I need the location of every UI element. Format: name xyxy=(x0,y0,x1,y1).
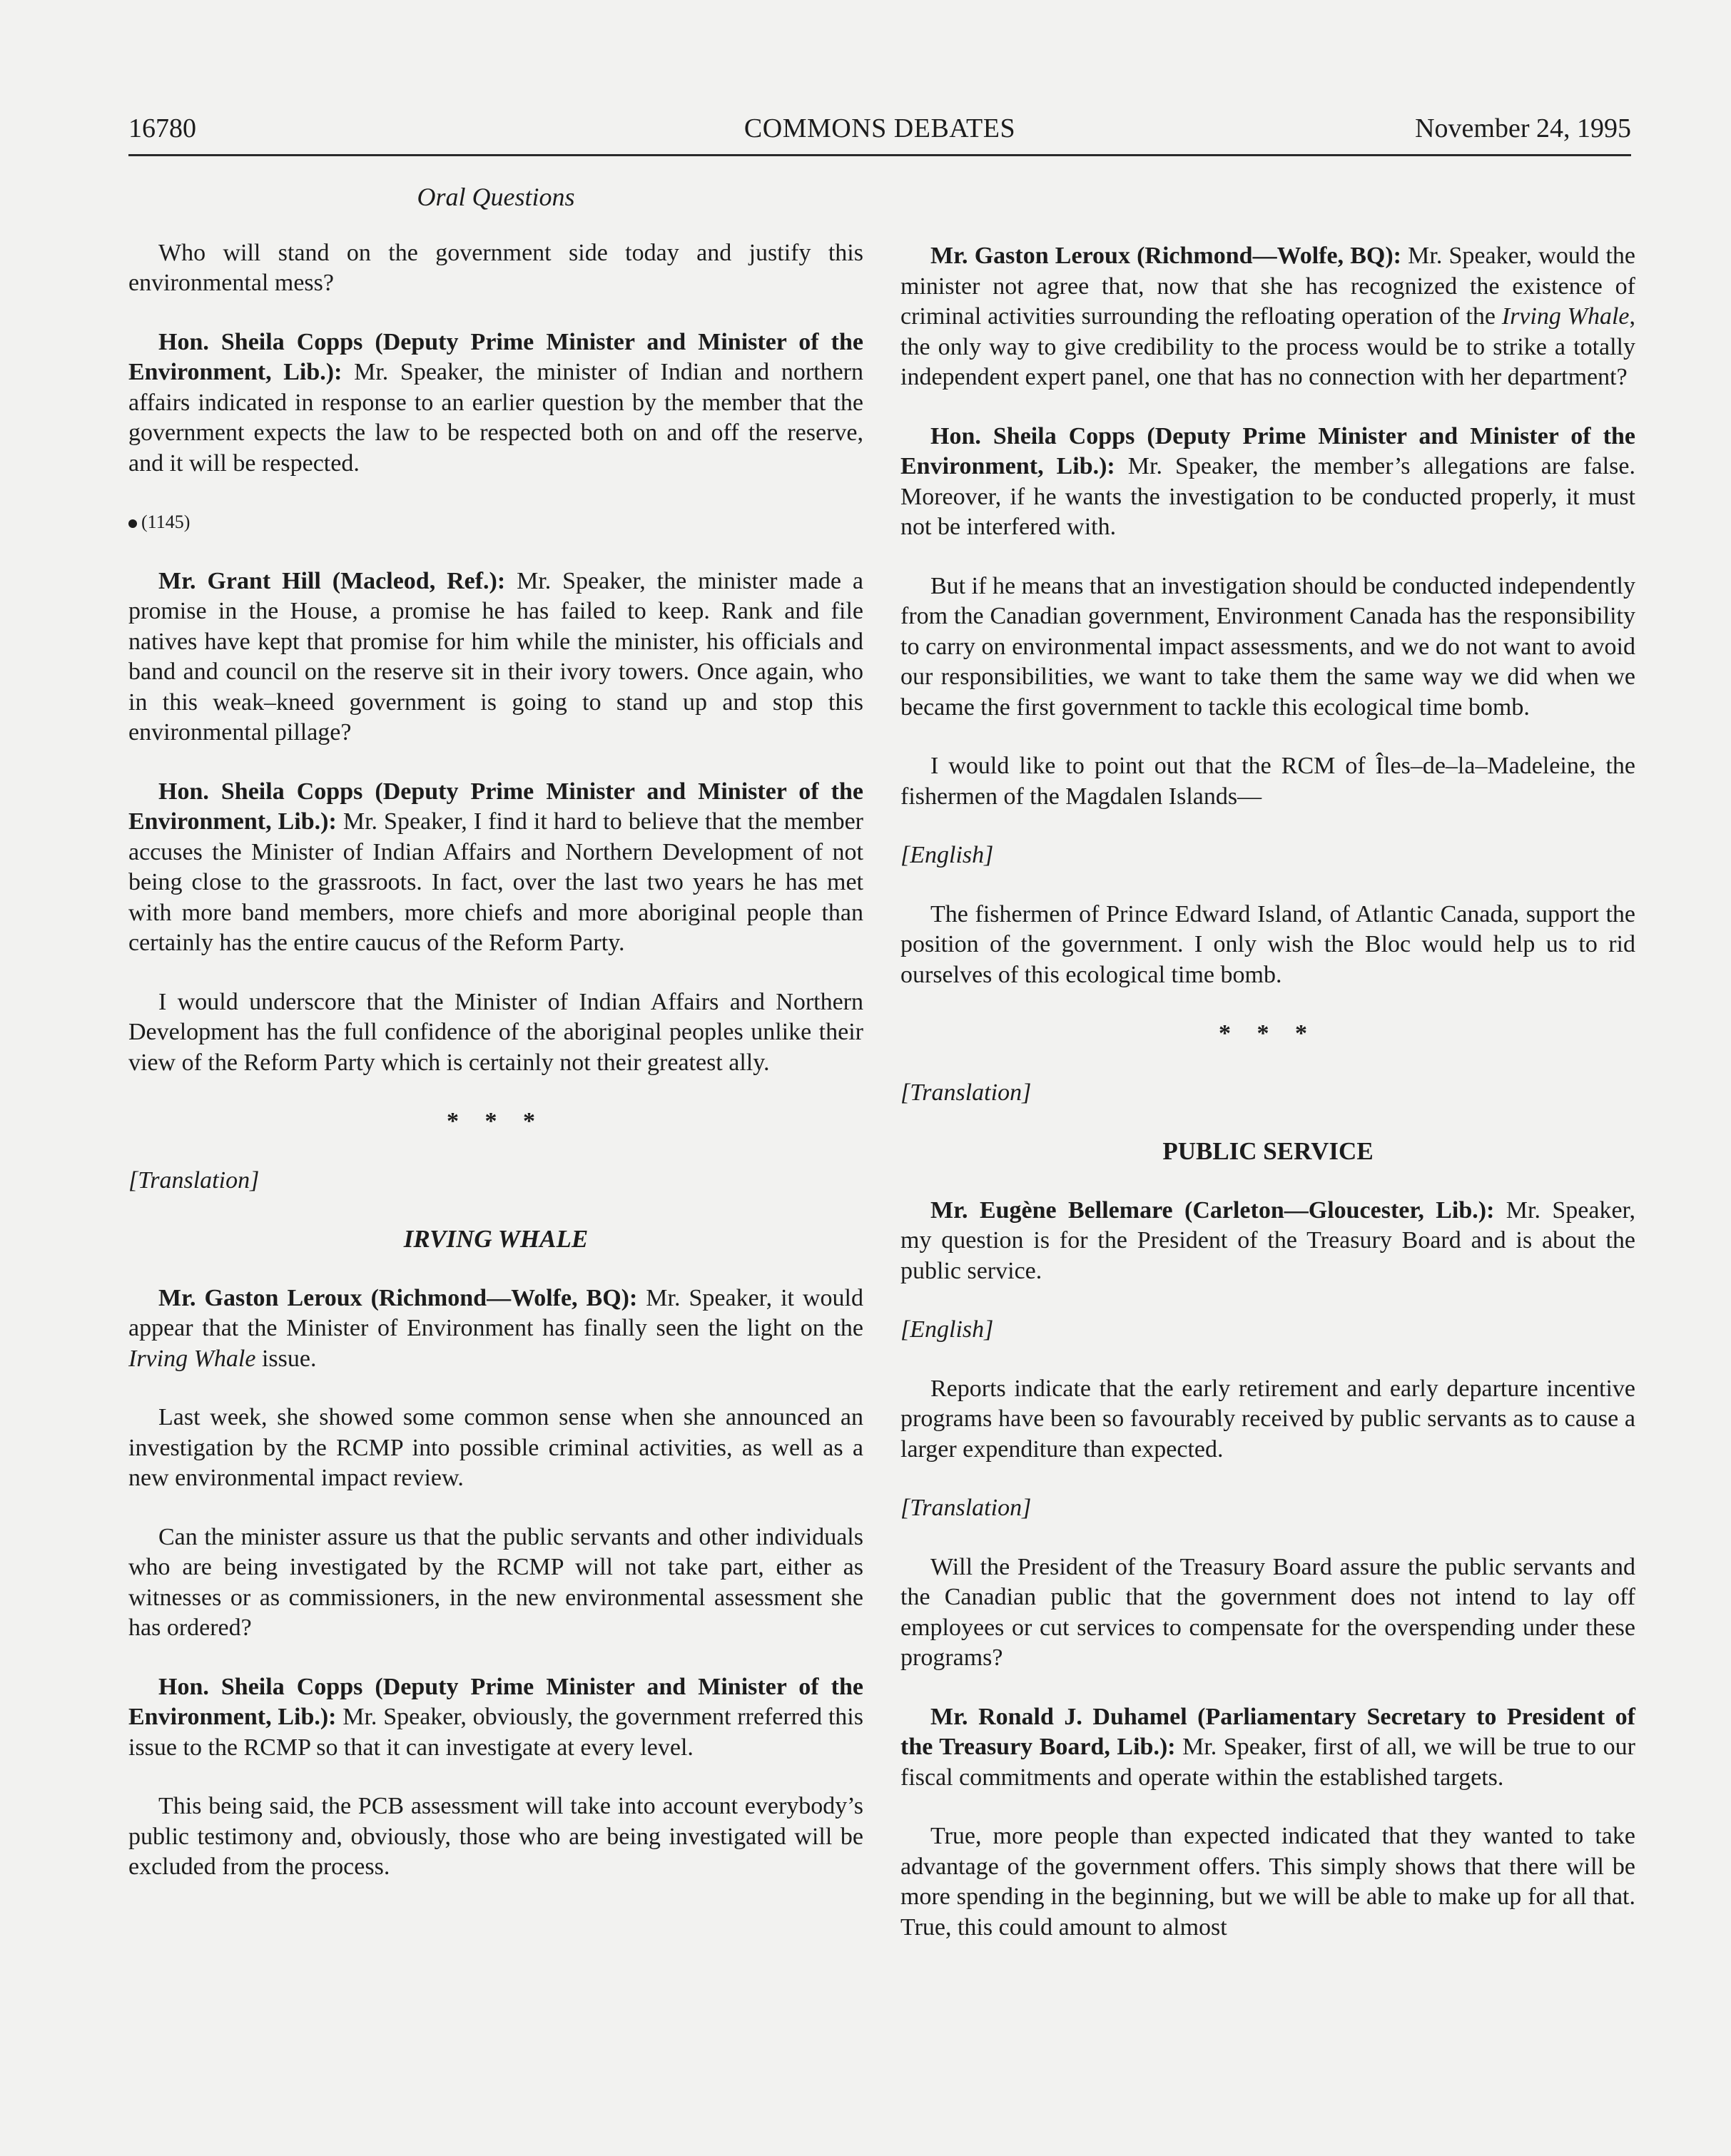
speaker-name: Hon. Sheila Copps (Deputy Prime Minister and Minister of the Environment, Lib.): xyxy=(128,1673,863,1730)
speaker-name: Mr. Gaston Leroux (Richmond—Wolfe, BQ): xyxy=(930,243,1401,269)
paragraph-text: Last week, she showed some common sense when she announced an investigation by the RCMP into possible criminal activities, as well as a new environmental impact review. xyxy=(128,1404,863,1491)
paragraph xyxy=(128,1522,863,1644)
time-marker xyxy=(128,507,863,538)
translation-note: [Translation] xyxy=(900,1079,1032,1106)
bullet-icon xyxy=(128,519,137,528)
paragraph-text: True, more people than expected indicated that they wanted to take advantage of the government offers. This simply shows that there will be more spending in the beginning, but we will be able to make up for all that. True, this could amount to almost xyxy=(900,1823,1635,1941)
speech-text: Mr. Speaker, first of all, we will be true to our fiscal commitments and operate within the established targets. xyxy=(900,1734,1635,1791)
time-marker-text: (1145) xyxy=(141,512,191,532)
speech-text: Mr. Speaker, would the minister not agree that, now that she has recognized the existence of criminal activities surrounding the refloating operation of the xyxy=(900,243,1636,330)
speech-text: Mr. Speaker, the minister made a promise in the House, a promise he has failed to keep. Rank and file natives have kept that promise for him while the minister, his officials and band and council on the reserve sit in their ivory towers. Once again, who in this weak–kneed government is going to stand up and stop this environmental pillage? xyxy=(128,567,863,746)
paragraph xyxy=(900,900,1635,991)
paragraph-text: I would like to point out that the RCM of Îles–de–la–Madeleine, the fishermen of the Magdalen Islands— xyxy=(900,753,1635,810)
translation-note: [Translation] xyxy=(128,1166,260,1194)
publication-date: November 24, 1995 xyxy=(1415,113,1631,143)
paragraph-text: Will the President of the Treasury Board assure the public servants and the Canadian public that the government does not intend to lay off employees or cut services to compensate for the overspending under these programs? xyxy=(900,1553,1635,1671)
english-note: [English] xyxy=(900,1316,994,1343)
speech xyxy=(900,422,1635,543)
paragraph xyxy=(128,987,863,1079)
speech-italic: Irving Whale xyxy=(1501,303,1630,330)
section-separator: * * * xyxy=(1219,1020,1317,1047)
paragraph-text: But if he means that an investigation should be conducted independently from the Canadian government, Environment Canada has the responsibility to carry on environmental impact assessments, and we do not want to avoid our responsibilities, we want to take them the same way we did when we became the first government to tackle this ecological time bomb. xyxy=(900,572,1635,721)
page-number: 16780 xyxy=(128,113,196,143)
paragraph-text: Can the minister assure us that the public servants and other individuals who are being investigated by the RCMP will not take part, either as witnesses or as commissioners, in the new environmental assessment she has ordered? xyxy=(128,1523,863,1641)
header-rule xyxy=(128,154,1631,156)
paragraph-text: I would underscore that the Minister of Indian Affairs and Northern Development has the full confidence of the aboriginal peoples unlike their view of the Reform Party which is certainly not their greatest ally. xyxy=(128,988,863,1076)
speaker-name: Hon. Sheila Copps (Deputy Prime Minister and Minister of the Environment, Lib.): xyxy=(128,328,863,385)
speech-text: Mr. Speaker, the minister of Indian and northern affairs indicated in response to an earlier question by the member that the government expects the law to be respected both on and off the reserve, and it will be respected. xyxy=(128,359,863,477)
paragraph xyxy=(128,1791,863,1883)
translation-note: [Translation] xyxy=(900,1495,1032,1521)
speaker-name: Hon. Sheila Copps (Deputy Prime Minister and Minister of the Environment, Lib.): xyxy=(128,778,863,835)
publication-title: COMMONS DEBATES xyxy=(743,113,1016,143)
speech xyxy=(900,1702,1635,1794)
speech xyxy=(128,777,863,959)
speaker-name: Hon. Sheila Copps (Deputy Prime Minister and Minister of the Environment, Lib.): xyxy=(900,422,1635,479)
speech xyxy=(128,327,863,479)
speech xyxy=(900,241,1635,393)
speech xyxy=(128,1672,863,1764)
paragraph xyxy=(900,1374,1635,1465)
paragraph-text: This being said, the PCB assessment will take into account everybody’s public testimony and, obviously, those who are being investigated will be excluded from the process. xyxy=(128,1793,863,1880)
speech xyxy=(128,1283,863,1375)
paragraph-text: Who will stand on the government side today and justify this environmental mess? xyxy=(128,239,863,296)
speaker-name: Mr. Ronald J. Duhamel (Parliamentary Secretary to President of the Treasury Board, Lib.): xyxy=(900,1703,1635,1760)
speaker-name: Mr. Eugène Bellemare (Carleton—Gloucester, Lib.): xyxy=(930,1196,1495,1224)
left-column xyxy=(128,182,863,1911)
paragraph xyxy=(900,571,1635,723)
paragraph xyxy=(128,238,863,299)
speech-text: issue. xyxy=(255,1345,317,1372)
speaker-name: Mr. Grant Hill (Macleod, Ref.): xyxy=(158,567,506,594)
speech-text: Mr. Speaker, I find it hard to believe that the member accuses the Minister of Indian Affairs and Northern Development of not being close to the grassroots. In fact, over the last two years he has met with more band members, more chiefs and more aboriginal people than certainly has the entire caucus of the Reform Party. xyxy=(128,808,864,956)
speech-text: Mr. Speaker, it would appear that the Minister of Environment has finally seen the light on the xyxy=(128,1284,863,1341)
english-note: [English] xyxy=(900,842,994,868)
paragraph-text: The fishermen of Prince Edward Island, of Atlantic Canada, support the position of the government. I only wish the Bloc would help us to rid ourselves of this ecological time bomb. xyxy=(900,900,1635,988)
speech-text: Mr. Speaker, the member’s allegations are false. Moreover, if he wants the investigation to be conducted properly, it must not be interfered with. xyxy=(900,453,1636,540)
speech xyxy=(900,1196,1635,1287)
speech xyxy=(128,566,863,748)
paragraph xyxy=(900,751,1635,812)
paragraph xyxy=(900,1552,1635,1674)
section-separator: * * * xyxy=(447,1108,545,1134)
paragraph xyxy=(900,1821,1635,1943)
right-column xyxy=(900,241,1635,1971)
paragraph xyxy=(128,1403,863,1494)
section-label: Oral Questions xyxy=(417,183,575,211)
page-header xyxy=(128,113,1631,156)
speech-text: Mr. Speaker, my question is for the President of the Treasury Board and is about the public service. xyxy=(900,1196,1636,1284)
section-heading: PUBLIC SERVICE xyxy=(1162,1137,1374,1165)
paragraph-text: Reports indicate that the early retirement and early departure incentive programs have been so favourably received by public servants as to cause a larger expenditure than expected. xyxy=(900,1375,1635,1463)
speaker-name: Mr. Gaston Leroux (Richmond—Wolfe, BQ): xyxy=(158,1284,638,1311)
speech-italic: Irving Whale xyxy=(128,1345,256,1372)
speech-text: Mr. Speaker, obviously, the government rreferred this issue to the RCMP so that it can investigate at every level. xyxy=(128,1704,863,1761)
speech-text: , the only way to give credibility to the process would be to strike a totally independent expert panel, one that has no connection with her department? xyxy=(900,303,1636,390)
section-heading: IRVING WHALE xyxy=(403,1225,589,1253)
